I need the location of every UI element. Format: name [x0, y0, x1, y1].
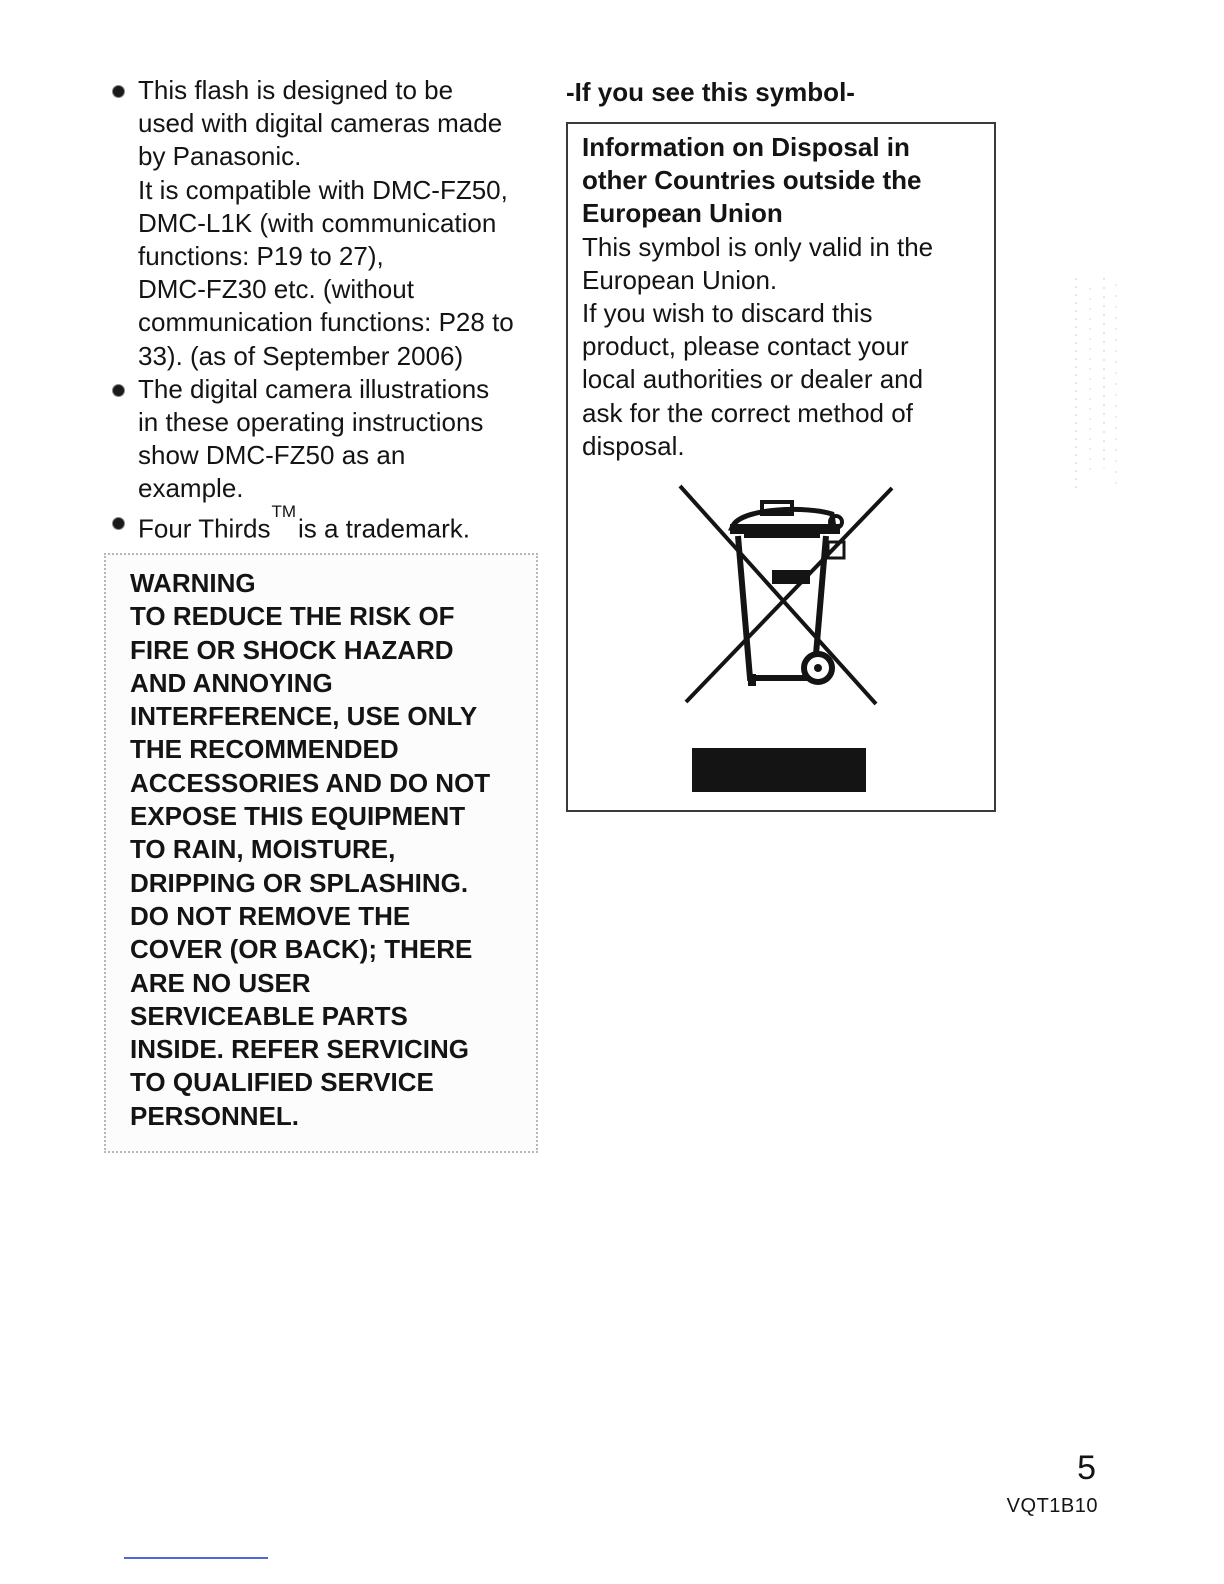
warning-line: ACCESSORIES AND DO NOT: [130, 767, 491, 798]
symbol-section-heading: -If you see this symbol-: [566, 77, 855, 107]
bullet-line: example.: [138, 473, 244, 504]
warning-text: [130, 567, 490, 1133]
warning-line: INSIDE. REFER SERVICING: [130, 1034, 470, 1065]
warning-line: DRIPPING OR SPLASHING.: [130, 867, 469, 898]
bullet-line: This flash is designed to be: [138, 75, 454, 105]
bullet-line: in these operating instructions: [138, 407, 484, 438]
warning-line: SERVICEABLE PARTS: [130, 1000, 408, 1031]
warning-line: TO RAIN, MOISTURE,: [130, 834, 396, 865]
warning-line: FIRE OR SHOCK HAZARD: [130, 634, 454, 665]
bullet-dot-icon: [112, 384, 125, 397]
bottom-rule: [124, 1557, 268, 1559]
right-column: [566, 74, 998, 461]
disposal-info-box: [566, 122, 996, 812]
bullet-line: 33). (as of September 2006): [138, 340, 464, 371]
bullet-line: show DMC-FZ50 as an: [138, 440, 406, 471]
bullet-line: by Panasonic.: [138, 141, 302, 172]
disposal-body-line: ask for the correct method of: [582, 397, 913, 428]
bullet-item-trademark: [104, 501, 544, 546]
disposal-body-line: This symbol is only valid in the: [582, 231, 934, 262]
disposal-body-line: product, please contact your: [582, 331, 909, 362]
disposal-body-line: If you wish to discard this: [582, 298, 873, 329]
black-bar-symbol: [692, 748, 866, 792]
trademark-text-after: is a trademark.: [298, 513, 470, 544]
bullet-item-illustrations: [104, 373, 544, 506]
warning-line: THE RECOMMENDED: [130, 734, 399, 765]
left-column: [104, 74, 544, 546]
warning-line: DO NOT REMOVE THE: [130, 900, 411, 931]
bullet-item-compatibility: [104, 74, 544, 373]
warning-line: ARE NO USER: [130, 967, 311, 998]
bullet-line: DMC-FZ30 etc. (without: [138, 274, 414, 305]
warning-line: INTERFERENCE, USE ONLY: [130, 701, 478, 732]
disposal-title: [582, 131, 984, 231]
feature-bullet-list: [104, 74, 544, 546]
warning-line: COVER (OR BACK); THERE: [130, 934, 473, 965]
warning-line: TO REDUCE THE RISK OF: [130, 601, 455, 632]
crossed-out-wheelie-bin-icon: [676, 482, 896, 708]
bullet-dot-icon: [112, 85, 125, 98]
bullet-line: communication functions: P28 to: [138, 307, 514, 338]
disposal-title-line: European Union: [582, 198, 783, 229]
bullet-line: functions: P19 to 27),: [138, 241, 384, 272]
document-code: VQT1B10: [1006, 1495, 1098, 1517]
disposal-body-line: disposal.: [582, 430, 685, 461]
trademark-line: [138, 501, 544, 546]
warning-line: AND ANNOYING: [130, 667, 333, 698]
warning-line: TO QUALIFIED SERVICE: [130, 1067, 434, 1098]
warning-box: [104, 553, 538, 1153]
disposal-info-content: [582, 131, 984, 463]
bullet-dot-icon: [112, 517, 125, 530]
disposal-body-line: local authorities or dealer and: [582, 364, 924, 395]
trademark-text: Four Thirds: [138, 513, 271, 544]
page-number: 5: [1077, 1449, 1096, 1487]
bullet-line: It is compatible with DMC-FZ50,: [138, 174, 508, 205]
disposal-title-line: Information on Disposal in: [582, 132, 910, 162]
disposal-body: [582, 231, 984, 463]
bullet-line: DMC-L1K (with communication: [138, 207, 497, 238]
scan-edge-marks: [1068, 278, 1120, 488]
trademark-superscript: TM: [271, 501, 296, 521]
warning-line: EXPOSE THIS EQUIPMENT: [130, 801, 466, 832]
warning-line: PERSONNEL.: [130, 1100, 300, 1131]
warning-heading: WARNING: [130, 568, 256, 598]
disposal-title-line: other Countries outside the: [582, 165, 922, 196]
bullet-line: used with digital cameras made: [138, 108, 503, 139]
disposal-body-line: European Union.: [582, 264, 778, 295]
bullet-line: The digital camera illustrations: [138, 373, 490, 404]
